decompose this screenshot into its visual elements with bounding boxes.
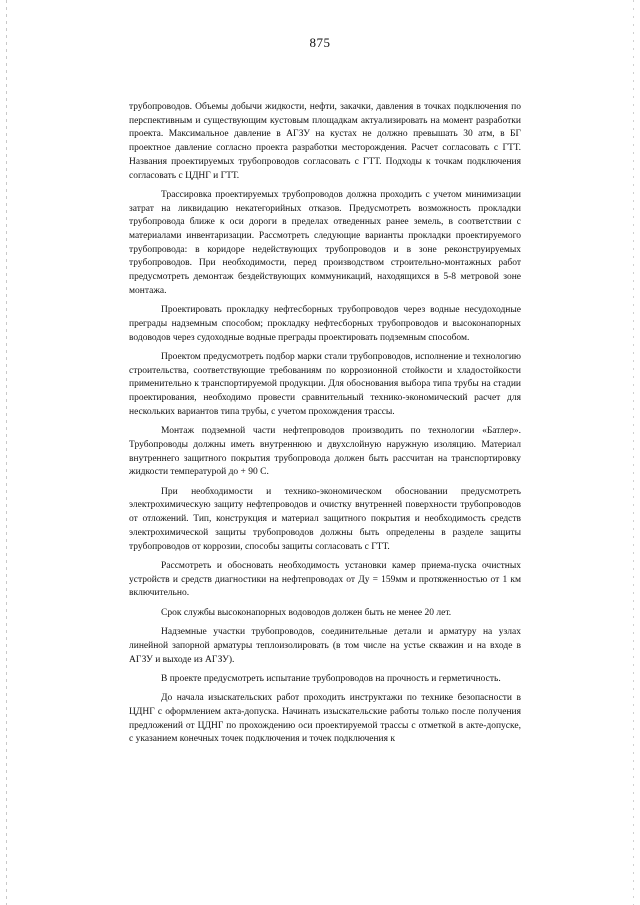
paragraph-6: При необходимости и технико-экономическом обосновании предусмотреть электрохимическую защиту нефтепроводов и очистку внутренней поверхности трубопроводов от отложений. Тип, конструкция и материал защитного покрытия и необходимость средств электрохимической защиты трубопроводов должны быть определены в разделе защиты трубопроводов от коррозии, способы защиты согласовать с ГТТ. [129,486,521,552]
document-body [129,101,521,753]
paragraph-9: Надземные участки трубопроводов, соединительные детали и арматуру на узлах линейной запорной арматуры теплоизолировать (в том числе на устье скважин и на входе в АГЗУ и выходе из АГЗУ). [129,627,521,665]
paragraph-8: Срок службы высоконапорных водоводов должен быть не менее 20 лет. [161,607,452,618]
paragraph-11: До начала изыскательских работ проходить инструктажи по технике безопасности в ЦДНГ с оформлением акта-допуска. Начинать изыскательские работы только после получения предложений от ЦДНГ по прохождению оси проектируемой трассы с отметкой в акте-допуске, с указанием конечных точек подключения и точек подключения к [129,693,521,745]
paragraph-2: Трассировка проектируемых трубопроводов должна проходить с учетом минимизации затрат на ликвидацию некатегорийных отказов. Предусмотреть возможность прокладки трубопровода ближе к оси дороги в пределах отведенных ранее земель, в соответствии с материалами инвентаризации. Рассмотреть следующие варианты прокладки проектируемого трубопровода: в коридоре недействующих трубопроводов и в зоне реконструируемых трубопроводов. При необходимости, перед производством строительно-монтажных работ предусмотреть демонтаж бездействующих коммуникаций, находящихся в 5-8 метровой зоне монтажа. [129,189,521,296]
paragraph-1: трубопроводов. Объемы добычи жидкости, нефти, закачки, давления в точках подключения по перспективным и существующим кустовым площадкам актуализировать на момент разработки проекта. Максимальное давление в АГЗУ на кустах не должно превышать 30 атм, в БГ проектное давление согласно проекта разработки месторождения. Расчет согласовать с ГТТ. Названия проектируемых трубопроводов согласовать с ГТТ. Подходы к точкам подключения согласовать с ЦДНГ и ГТТ. [129,102,521,181]
paragraph-7: Рассмотреть и обосновать необходимость установки камер приема-пуска очистных устройств и средств диагностики на нефтепроводах от Ду = 159мм и протяженностью от 1 км включительно. [129,560,521,599]
scan-edge-left [6,0,7,905]
paragraph-4: Проектом предусмотреть подбор марки стали трубопроводов, исполнение и технологию строительства, соответствующие требованиям по коррозионной стойкости и хладостойкости применительно к транспортируемой продукции. Для обоснования выбора типа трубы на стадии проектирования, необходимо провести сравнительный технико-экономический расчет для нескольких вариантов типа трубы, с учетом прохождения трассы. [129,352,521,417]
scan-edge-right [633,0,634,905]
paragraph-10: В проекте предусмотреть испытание трубопроводов на прочность и герметичность. [161,673,501,684]
paragraph-5: Монтаж подземной части нефтепроводов производить по технологии «Батлер». Трубопроводы должны иметь внутреннюю и двухслойную наружную изоляцию. Материал внутреннего защитного покрытия трубопровода должен быть рассчитан на транспортировку жидкости температурой до + 90 С. [129,426,521,478]
page-number: 875 [309,35,331,50]
paragraph-3: Проектировать прокладку нефтесборных трубопроводов через водные несудоходные преграды надземным способом; прокладку нефтесборных трубопроводов и высоконапорных водоводов через судоходные водные преграды проектировать подземным способом. [129,305,521,343]
